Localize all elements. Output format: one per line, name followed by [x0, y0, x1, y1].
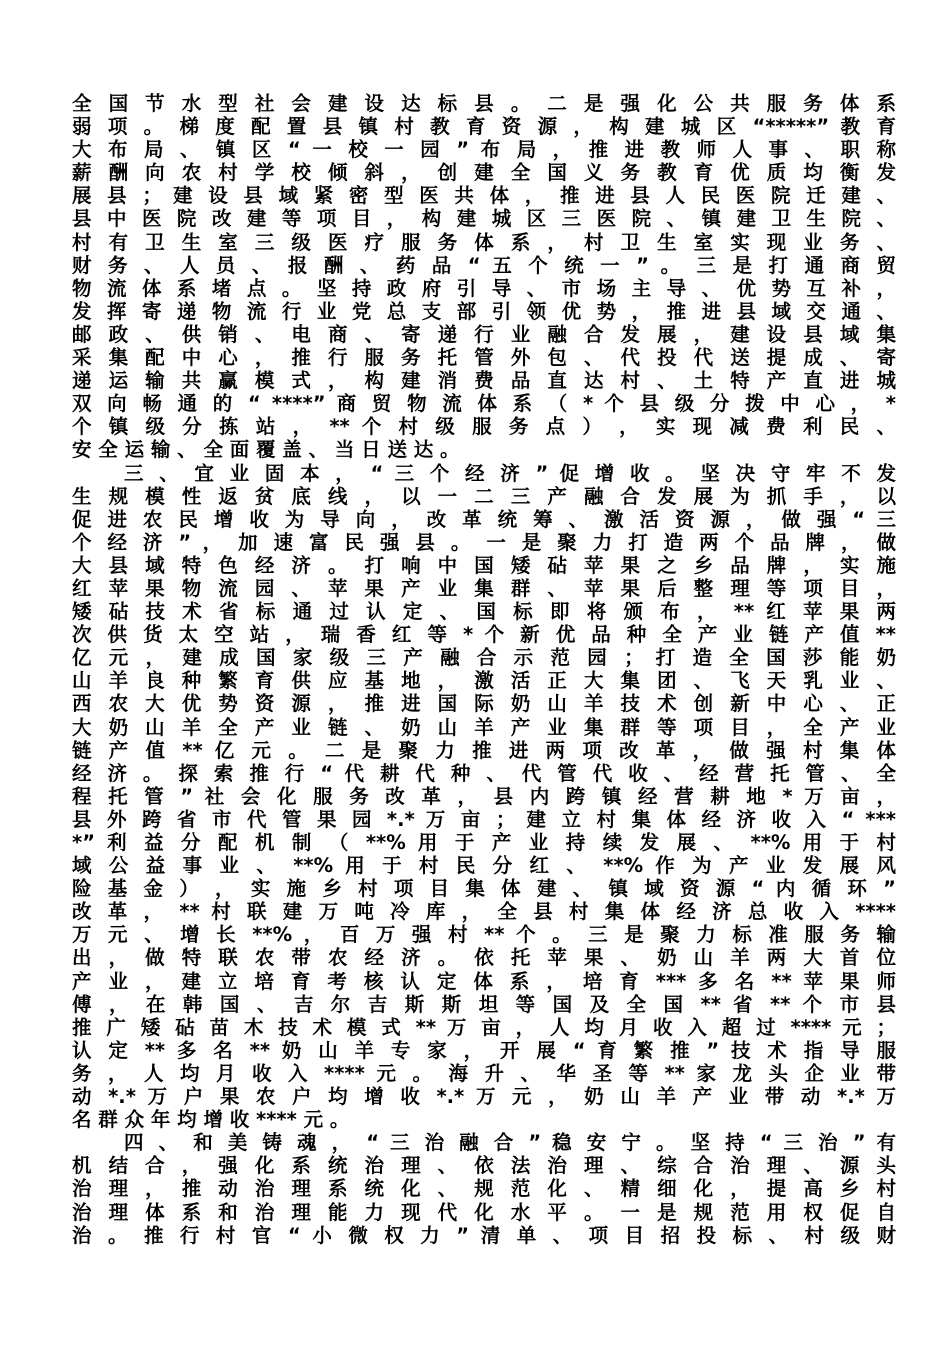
- text-line: 西 农 大 优 势 资 源 ， 推 进 国 际 奶 山 羊 技 术 创 新 中 心 、 正: [72, 692, 896, 716]
- text-line: 治 理 ， 推 动 治 理 系 统 化 、 规 范 化 、 精 细 化 ， 提 高 乡 村: [72, 1177, 896, 1201]
- text-line: 认 定 ** 多 名 ** 奶 山 羊 专 家 ， 开 展 “ 育 繁 推 ” 技 术 指 导 服: [72, 1038, 896, 1062]
- text-line: 程 托 管 ” 社 会 化 服 务 改 革 ， 县 内 跨 镇 经 营 耕 地 * 万 亩 ，: [72, 784, 896, 808]
- text-line: 采 集 配 中 心 ， 推 行 服 务 托 管 外 包 、 代 投 代 送 提 成 、 寄: [72, 346, 896, 370]
- text-line: 村 有 卫 生 室 三 级 医 疗 服 务 体 系 ， 村 卫 生 室 实 现 业 务 、: [72, 230, 896, 254]
- text-line: 物 流 体 系 堵 点 。 坚 持 政 府 引 导 、 市 场 主 导 、 优 势 互 补 ，: [72, 276, 896, 300]
- text-line: 促 进 农 民 增 收 为 导 向 ， 改 革 统 筹 、 激 活 资 源 ， 做 强 “ 三: [72, 507, 896, 531]
- text-line: 山 羊 良 种 繁 育 供 应 基 地 ， 激 活 正 大 集 团 、 飞 天 乳 业 、: [72, 669, 896, 693]
- text-line: 次 供 货 太 空 站 ， 瑞 香 红 等 * 个 新 优 品 种 全 产 业 链 产 值 **: [72, 623, 896, 647]
- text-line: 域 公 益 事 业 、 **% 用 于 村 民 分 红 、 **% 作 为 产 业 发 展 风: [72, 854, 896, 878]
- text-line: 治 理 体 系 和 治 理 能 力 现 代 化 水 平 。 一 是 规 范 用 权 促 自: [72, 1200, 896, 1224]
- text-line: 务 ， 人 均 月 收 入 **** 元 。 海 升 、 华 圣 等 ** 家 龙 头 企 业 带: [72, 1061, 896, 1085]
- text-line: 县 中 医 院 改 建 等 项 目 ， 构 建 城 区 三 医 院 、 镇 建 卫 生 院 、: [72, 207, 896, 231]
- text-line: 治 。 推 行 村 官 “ 小 微 权 力 ” 清 单 、 项 目 招 投 标 、 村 级 财: [72, 1223, 896, 1247]
- text-line: 推 广 矮 砧 苗 木 技 术 模 式 ** 万 亩 ， 人 均 月 收 入 超 过 **** 元 ；: [72, 1015, 896, 1039]
- text-line: 全 国 节 水 型 社 会 建 设 达 标 县 。 二 是 强 化 公 共 服 务 体 系: [72, 92, 896, 115]
- text-line: 机 结 合 ， 强 化 系 统 治 理 、 依 法 治 理 、 综 合 治 理 、 源 头: [72, 1154, 896, 1178]
- text-line: 经 济 。 探 索 推 行 “ 代 耕 代 种 、 代 管 代 收 、 经 营 托 管 、 全: [72, 761, 896, 785]
- text-line: 展 县 ； 建 设 县 域 紧 密 型 医 共 体 ， 推 进 县 人 民 医 院 迁 建 、: [72, 184, 896, 208]
- text-line: 县 外 跨 省 市 代 管 果 园 *.* 万 亩 ； 建 立 村 集 体 经 济 收 入 “ ***: [72, 807, 896, 831]
- text-line: 傅 ， 在 韩 国 、 吉 尔 吉 斯 斯 坦 等 国 及 全 国 ** 省 ** 个 市 县: [72, 992, 896, 1016]
- text-line: 财 务 、 人 员 、 报 酬 、 药 品 “ 五 个 统 一 ” 。 三 是 打 通 商 贸: [72, 253, 896, 277]
- text-line: 弱 项 。 梯 度 配 置 县 镇 村 教 育 资 源 ， 构 建 城 区 “*****” 教 育: [72, 115, 896, 139]
- text-line: 生 规 模 性 返 贫 底 线 ， 以 一 二 三 产 融 合 发 展 为 抓 手 ， 以: [72, 484, 896, 508]
- text-line: 发 挥 寄 递 物 流 行 业 党 总 支 部 引 领 优 势 ， 推 进 县 域 交 通 、: [72, 299, 896, 323]
- text-line: 大 布 局 、 镇 区 “ 一 校 一 园 ” 布 局 ， 推 进 教 师 人 事 、 职 称: [72, 138, 896, 162]
- text-line: 双 向 畅 通 的 “ ****” 商 贸 物 流 体 系 （ * 个 县 级 分 拨 中 心 ， *: [72, 392, 896, 416]
- text-line: 递 运 输 共 赢 模 式 ， 构 建 消 费 品 直 达 村 、 土 特 产 直 进 城: [72, 369, 896, 393]
- section-heading-line: 三 、 宜 业 固 本 ， “ 三 个 经 济 ” 促 增 收 。 坚 决 守 牢 不 发: [124, 461, 896, 485]
- text-line: 亿 元 ， 建 成 国 家 级 三 产 融 合 示 范 园 ； 打 造 全 国 莎 能 奶: [72, 646, 896, 670]
- text-line: 出 ， 做 特 联 农 带 农 经 济 。 依 托 苹 果 、 奶 山 羊 两 大 首 位: [72, 946, 896, 970]
- text-line: 改 革 ， ** 村 联 建 万 吨 冷 库 ， 全 县 村 集 体 经 济 总 收 入 ****: [72, 900, 896, 924]
- text-line: 大 县 域 特 色 经 济 。 打 响 中 国 矮 砧 苹 果 之 乡 品 牌 ， 实 施: [72, 553, 896, 577]
- text-line: 薪 酬 向 农 村 学 校 倾 斜 ， 创 建 全 国 义 务 教 育 优 质 均 衡 发: [72, 161, 896, 185]
- section-heading-line: 四 、 和 美 铸 魂 ， “ 三 治 融 合 ” 稳 安 宁 。 坚 持 “ 三 治 ” 有: [124, 1131, 896, 1155]
- text-line: 红 苹 果 物 流 园 、 苹 果 产 业 集 群 、 苹 果 后 整 理 等 项 目 ，: [72, 576, 896, 600]
- text-line: 安 全 运 输 、 全 面 覆 盖 、 当 日 送 达 。: [72, 438, 460, 462]
- text-line: *” 利 益 分 配 机 制 （ **% 用 于 产 业 持 续 发 展 、 **% 用 于 村: [72, 831, 896, 854]
- text-line: 大 奶 山 羊 全 产 业 链 、 奶 山 羊 产 业 集 群 等 项 目 ， 全 产 业: [72, 715, 896, 739]
- text-line: 名 群 众 年 均 增 收 **** 元 。: [72, 1108, 350, 1132]
- body-text: [72, 92, 896, 1247]
- text-line: 链 产 值 ** 亿 元 。 二 是 聚 力 推 进 两 项 改 革 ， 做 强 村 集 体: [72, 738, 896, 762]
- text-line: 个 镇 级 分 拣 站 ， ** 个 村 级 服 务 点 ） ， 实 现 减 费 利 民 、: [72, 415, 896, 439]
- text-line: 矮 砧 技 术 省 标 通 过 认 定 、 国 标 即 将 颁 布 ， ** 红 苹 果 两: [72, 600, 896, 624]
- text-line: 个 经 济 ” ， 加 速 富 民 强 县 。 一 是 聚 力 打 造 两 个 品 牌 ， 做: [72, 530, 896, 554]
- text-line: 万 元 、 增 长 **% ， 百 万 强 村 ** 个 。 三 是 聚 力 标 准 服 务 输: [72, 923, 896, 947]
- text-line: 产 业 ， 建 立 培 育 考 核 认 定 体 系 ， 培 育 *** 多 名 ** 苹 果 师: [72, 969, 896, 993]
- text-line: 动 *.* 万 户 果 农 户 均 增 收 *.* 万 元 ， 奶 山 羊 产 业 带 动 *.* 万: [72, 1085, 896, 1109]
- text-line: 险 基 金 ） ， 实 施 乡 村 项 目 集 体 建 、 镇 域 资 源 “ 内 循 环 ”: [72, 877, 896, 901]
- text-line: 邮 政 、 供 销 、 电 商 、 寄 递 行 业 融 合 发 展 ， 建 设 县 域 集: [72, 322, 896, 346]
